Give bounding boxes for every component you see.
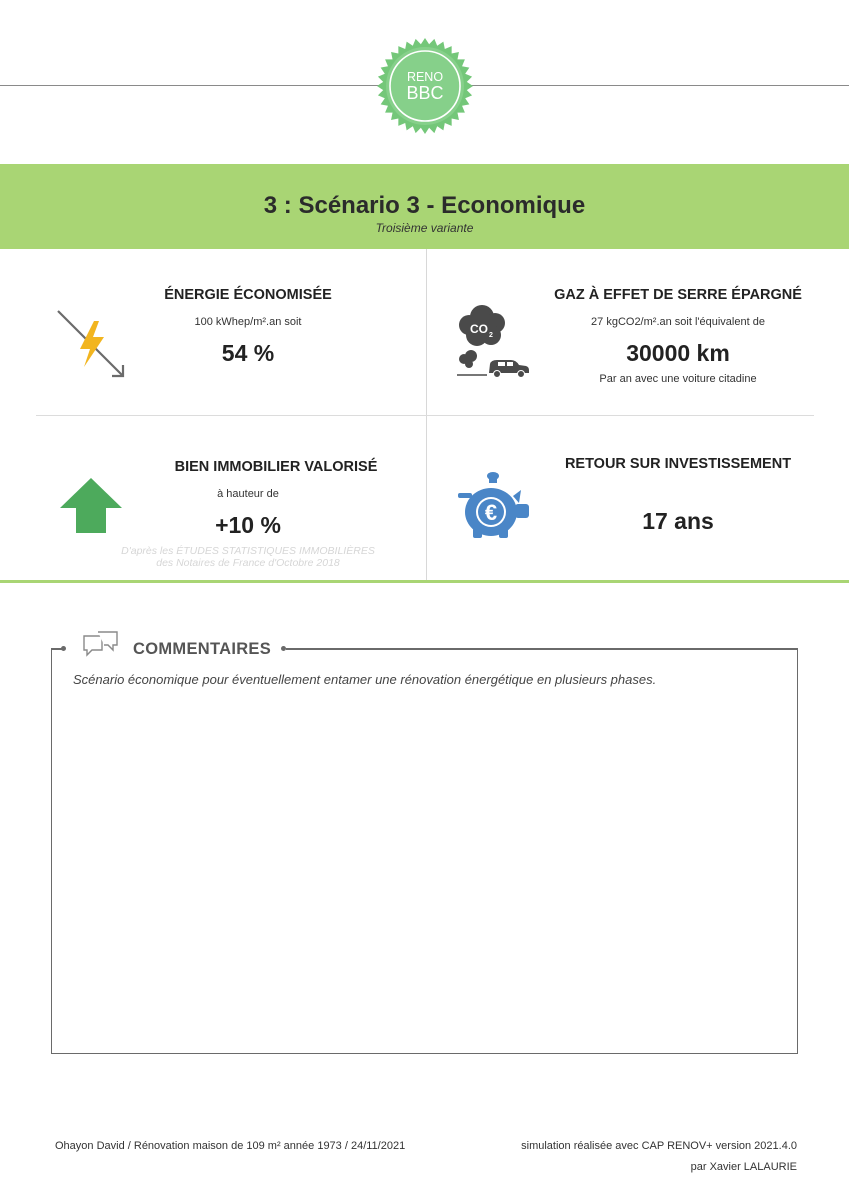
logo-line1: RENO: [406, 70, 444, 84]
roi-title: RETOUR SUR INVESTISSEMENT: [564, 456, 792, 472]
ghg-note: Par an avec une voiture citadine: [599, 373, 757, 385]
scenario-band: [0, 164, 849, 249]
property-source-line2: des Notaires de France d'Octobre 2018: [156, 557, 340, 569]
section-rule: [0, 580, 849, 583]
energy-title: ÉNERGIE ÉCONOMISÉE: [164, 287, 332, 303]
property-value: +10 %: [215, 512, 281, 538]
co2-subscript: 2: [489, 332, 493, 339]
co2-label: CO: [470, 322, 488, 336]
ghg-detail: 27 kgCO2/m².an soit l'équivalent de: [591, 316, 765, 328]
co2-car-icon: [455, 303, 533, 381]
energy-value: 54 %: [221, 340, 275, 366]
scenario-subtitle: Troisième variante: [375, 221, 474, 235]
ghg-title: GAZ À EFFET DE SERRE ÉPARGNÉ: [554, 287, 802, 303]
logo-line2: BBC: [406, 83, 444, 103]
ghg-value: 30000 km: [626, 340, 730, 366]
footer-author: par Xavier LALAURIE: [690, 1161, 797, 1173]
up-arrow-icon: [58, 476, 124, 534]
property-title: BIEN IMMOBILIER VALORISÉ: [174, 459, 378, 475]
grid-divider-horizontal: [36, 415, 814, 416]
property-detail: à hauteur de: [217, 488, 279, 500]
roi-value: 17 ans: [642, 508, 714, 534]
comments-text: Scénario économique pour éventuellement entamer une rénovation énergétique en plusieurs phases.: [73, 672, 657, 687]
footer-software-info: simulation réalisée avec CAP RENOV+ version 2021.4.0: [521, 1140, 797, 1152]
piggy-bank-euro-icon: [455, 470, 535, 542]
reno-bbc-logo: [375, 36, 475, 136]
footer-project-info: Ohayon David / Rénovation maison de 109 m² année 1973 / 24/11/2021: [55, 1140, 406, 1152]
property-source-line1: D'après les ÉTUDES STATISTIQUES IMMOBILIÈRES: [121, 545, 375, 557]
property-source: [100, 545, 396, 569]
comments-box: [51, 648, 798, 1054]
energy-detail: 100 kWhep/m².an soit: [194, 316, 302, 328]
scenario-title: 3 : Scénario 3 - Economique: [263, 192, 586, 219]
euro-symbol: €: [484, 500, 498, 525]
comments-title: COMMENTAIRES: [133, 640, 272, 658]
